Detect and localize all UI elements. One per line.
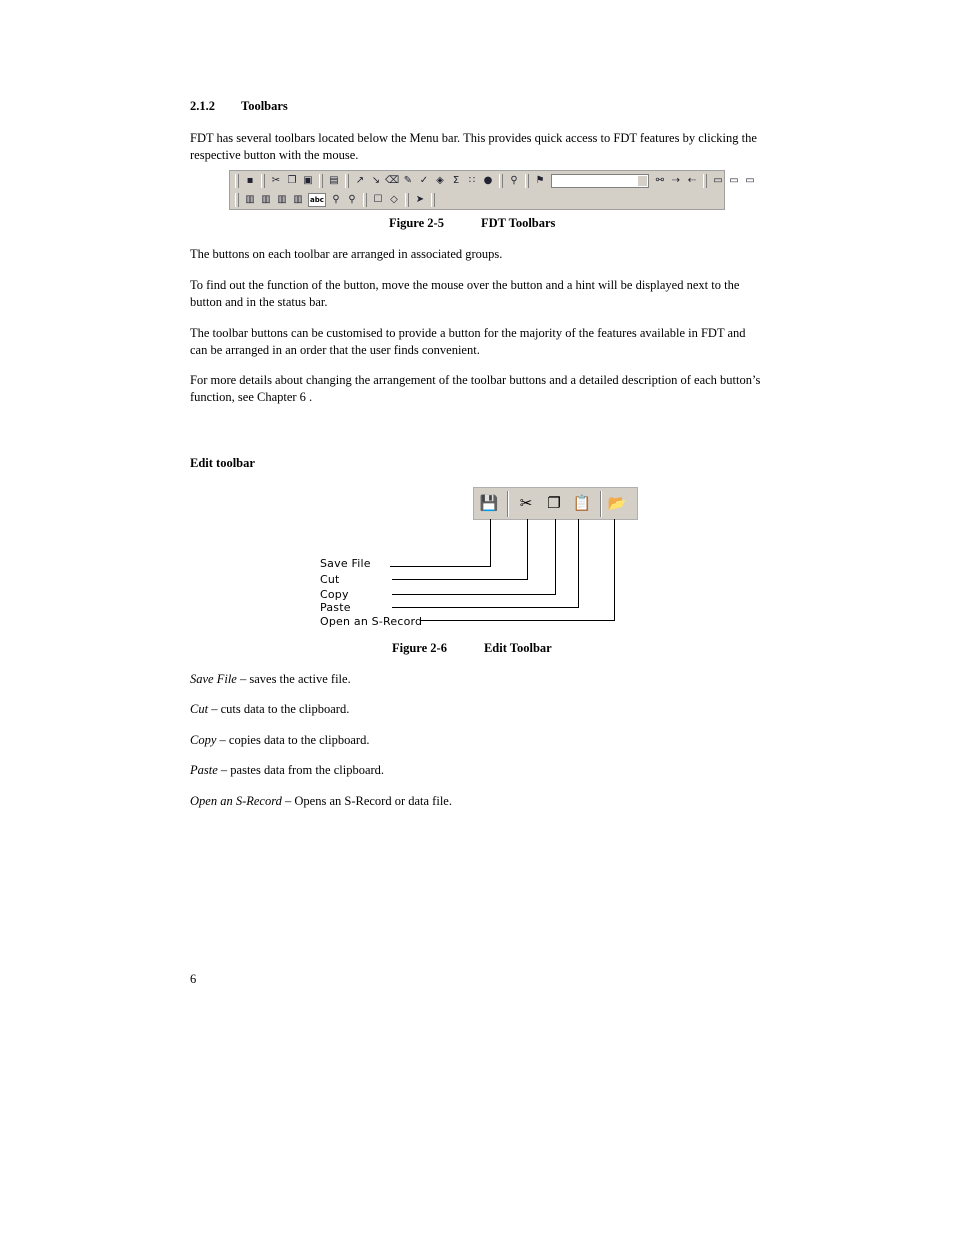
page-number: 6 [190, 972, 197, 986]
intro-paragraph: FDT has several toolbars located below the Menu bar. This provides quick access to FDT features by clicking the respective button with the mouse. [190, 131, 757, 162]
definition-save-file [190, 672, 351, 687]
wizard-icon: ⚲ [510, 174, 518, 186]
program-icon: ✎ [403, 174, 413, 186]
floppy-disk-icon: 💾 [479, 494, 499, 512]
figure-2-5-title: FDT Toolbars [480, 216, 556, 230]
open-folder-icon: 📂 [607, 494, 627, 512]
view-qword-icon: ▥ [293, 193, 303, 205]
label-open-s-record: Open an S-Record [320, 615, 423, 628]
find-next-icon: ⇢ [671, 174, 681, 186]
find-prev-icon: ⇠ [687, 174, 697, 186]
label-cut: Cut [320, 573, 340, 586]
leader-open [420, 519, 615, 621]
view-byte-icon: ▥ [245, 193, 255, 205]
edit-toolbar-heading: Edit toolbar [190, 456, 255, 470]
section-title: Toolbars [241, 99, 288, 113]
figure-2-6-caption [392, 641, 552, 656]
sum-icon: Σ [452, 174, 460, 186]
disconnect-icon: ↘ [371, 174, 381, 186]
paragraph-hint: To find out the function of the button, move the mouse over the button and a hint will be displayed next to the button and in the status bar. [190, 278, 740, 309]
definition-paste [190, 763, 384, 778]
term: Open an S-Record [190, 794, 282, 808]
save-icon: ▪ [246, 174, 254, 186]
stop-icon: ● [483, 174, 493, 186]
label-paste: Paste [320, 601, 351, 614]
scissors-icon: ✂ [519, 494, 533, 512]
copy-icon: ❐ [547, 494, 561, 512]
view-dword-icon: ▥ [277, 193, 287, 205]
term: Cut [190, 702, 209, 716]
goto-icon: ➤ [415, 193, 425, 205]
view-word-icon: ▥ [261, 193, 271, 205]
search-icon: ⚲ [332, 193, 340, 205]
figure-2-6-number: Figure 2-6 [392, 641, 447, 655]
label-save-file: Save File [320, 557, 371, 570]
replace-icon: ⚲ [348, 193, 356, 205]
figure-2-5-number: Figure 2-5 [389, 216, 444, 230]
fill-icon: ◇ [390, 193, 398, 205]
paste-icon: ▣ [303, 174, 313, 186]
window-icon: ▭ [713, 174, 723, 186]
paragraph-customise: The toolbar buttons can be customised to provide a button for the majority of the features available in FDT and can be arranged in an order that the user finds convenient. [190, 326, 746, 357]
definition-copy [190, 733, 369, 748]
connect-icon: ↗ [355, 174, 365, 186]
desc: – copies data to the clipboard. [216, 733, 370, 747]
leader-save [390, 519, 491, 567]
paragraph-groups: The buttons on each toolbar are arranged in associated groups. [190, 247, 503, 261]
window2-icon: ▭ [729, 174, 739, 186]
term: Save File [190, 672, 237, 686]
leader-copy [392, 519, 556, 595]
cut-icon: ✂ [271, 174, 281, 186]
paste-icon: 📋 [572, 494, 592, 512]
section-number: 2.1.2 [190, 99, 215, 113]
desc: – saves the active file. [236, 672, 351, 686]
definition-open-s-record [190, 794, 452, 809]
binoculars-icon: ⚯ [655, 174, 665, 186]
paragraph-details: For more details about changing the arrangement of the toolbar buttons and a detailed description of each button’s function, see Chapter 6 . [190, 373, 761, 404]
blank-check-icon: ∷ [468, 174, 476, 186]
definition-cut [190, 702, 349, 717]
figure-2-6-title: Edit Toolbar [483, 641, 552, 655]
select-icon: ☐ [373, 193, 383, 205]
window3-icon: ▭ [745, 174, 755, 186]
desc: – Opens an S-Record or data file. [281, 794, 452, 808]
find-icon: ⚑ [535, 174, 545, 186]
open-icon: ▤ [329, 174, 339, 186]
read-icon: ✓ [419, 174, 429, 186]
term: Copy [190, 733, 217, 747]
verify-icon: ◈ [436, 174, 444, 186]
ascii-view-icon: abc [308, 193, 326, 207]
term: Paste [190, 763, 218, 777]
label-copy: Copy [320, 588, 349, 601]
leader-cut [392, 519, 528, 580]
desc: – pastes data from the clipboard. [217, 763, 385, 777]
erase-icon: ⌫ [385, 174, 400, 186]
desc: – cuts data to the clipboard. [208, 702, 350, 716]
copy-icon: ❐ [287, 174, 297, 186]
